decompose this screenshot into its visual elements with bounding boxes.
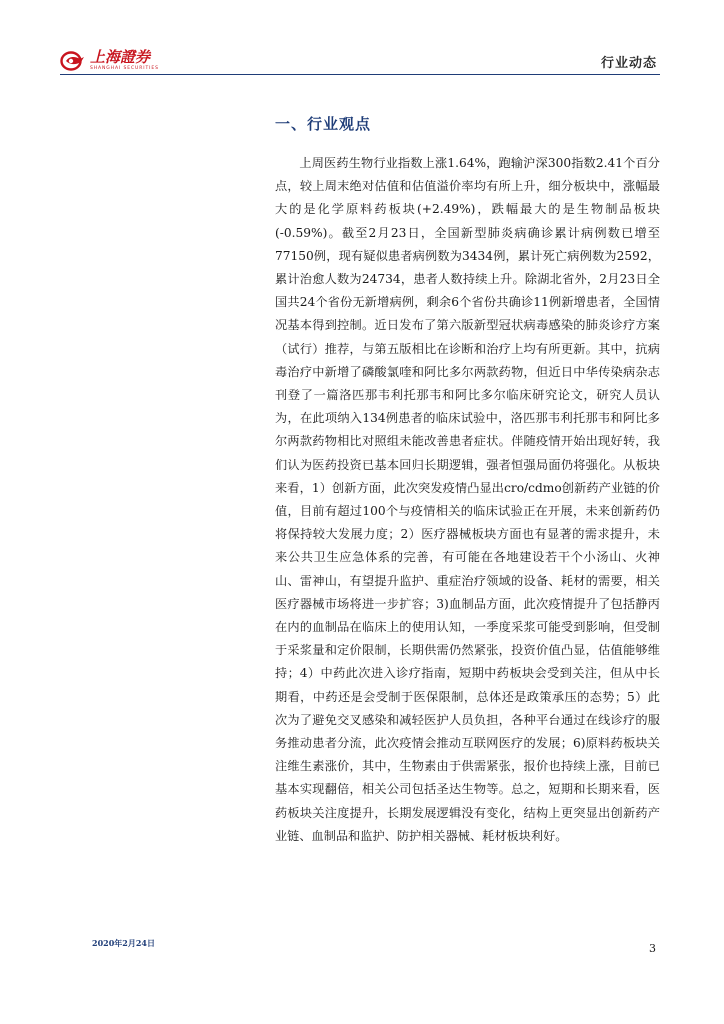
section-body-paragraph: 上周医药生物行业指数上涨1.64%，跑输沪深300指数2.41个百分点，较上周末绝对估值和估值溢价率均有所上升，细分板块中，涨幅最大的是化学原料药板块(+2.49%)，跌幅最大的是生物制品板块(-0.59%)。截至2月23日，全国新型肺炎病确诊累计病例数已增至77150例，现有疑似患者病例数为3434例，累计死亡病例数为2592，累计治愈人数为24734，患者人数持续上升。除湖北省外，2月23日全国共24个省份无新增病例，剩余6个省份共确诊11例新增患者，全国情况基本得到控制。近日发布了第六版新型冠状病毒感染的肺炎诊疗方案（试行）推荐，与第五版相比在诊断和治疗上均有所更新。其中，抗病毒治疗中新增了磷酸氯喹和阿比多尔两款药物，但近日中华传染病杂志刊登了一篇洛匹那韦利托那韦和阿比多尔临床研究论文，研究人员认为，在此项纳入134例患者的临床试验中，洛匹那韦利托那韦和阿比多尔两款药物相比对照组未能改善患者症状。伴随疫情开始出现好转，我们认为医药投资已基本回归长期逻辑，强者恒强局面仍将强化。从板块来看，1）创新方面，此次突发疫情凸显出cro/cdmo创新药产业链的价值，目前有超过100个与疫情相关的临床试验正在开展，未来创新药仍将保持较大发展力度；2）医疗器械板块方面也有显著的需求提升，未来公共卫生应急体系的完善，有可能在各地建设若干个小汤山、火神山、雷神山，有望提升监护、重症治疗领域的设备、耗材的需要，相关医疗器械市场将进一步扩容；3)血制品方面，此次疫情提升了包括静丙在内的血制品在临床上的使用认知，一季度采浆可能受到影响，但受制于采浆量和定价限制，长期供需仍然紧张，投资价值凸显，估值能够维持；4）中药此次进入诊疗指南，短期中药板块会受到关注，但从中长期看，中药还是会受制于医保限制，总体还是政策承压的态势；5）此次为了避免交叉感染和减轻医护人员负担，各种平台通过在线诊疗的服务推动患者分流，此次疫情会推动互联网医疗的发展；6)原料药板块关注维生素涨价，其中，生物素由于供需紧张，报价也持续上涨，目前已基本实现翻倍，相关公司包括圣达生物等。总之，短期和长期来看，医药板块关注度提升，长期发展逻辑没有变化，结构上更突显出创新药产业链、血制品和监护、防护相关器械、耗材板块利好。 bbox=[275, 156, 660, 843]
page-number: 3 bbox=[649, 942, 656, 955]
logo-chinese-name: 上海證券 bbox=[90, 48, 151, 67]
company-logo bbox=[60, 50, 159, 72]
logo-emblem-icon bbox=[60, 50, 86, 72]
section-heading: 一、行业观点 bbox=[275, 115, 372, 133]
document-category: 行业动态 bbox=[600, 56, 657, 71]
logo-english-name: SHANGHAI SECURITIES bbox=[90, 66, 159, 72]
header-divider bbox=[60, 74, 660, 75]
page-header bbox=[0, 0, 724, 80]
report-date: 2020年2月24日 bbox=[92, 938, 155, 948]
